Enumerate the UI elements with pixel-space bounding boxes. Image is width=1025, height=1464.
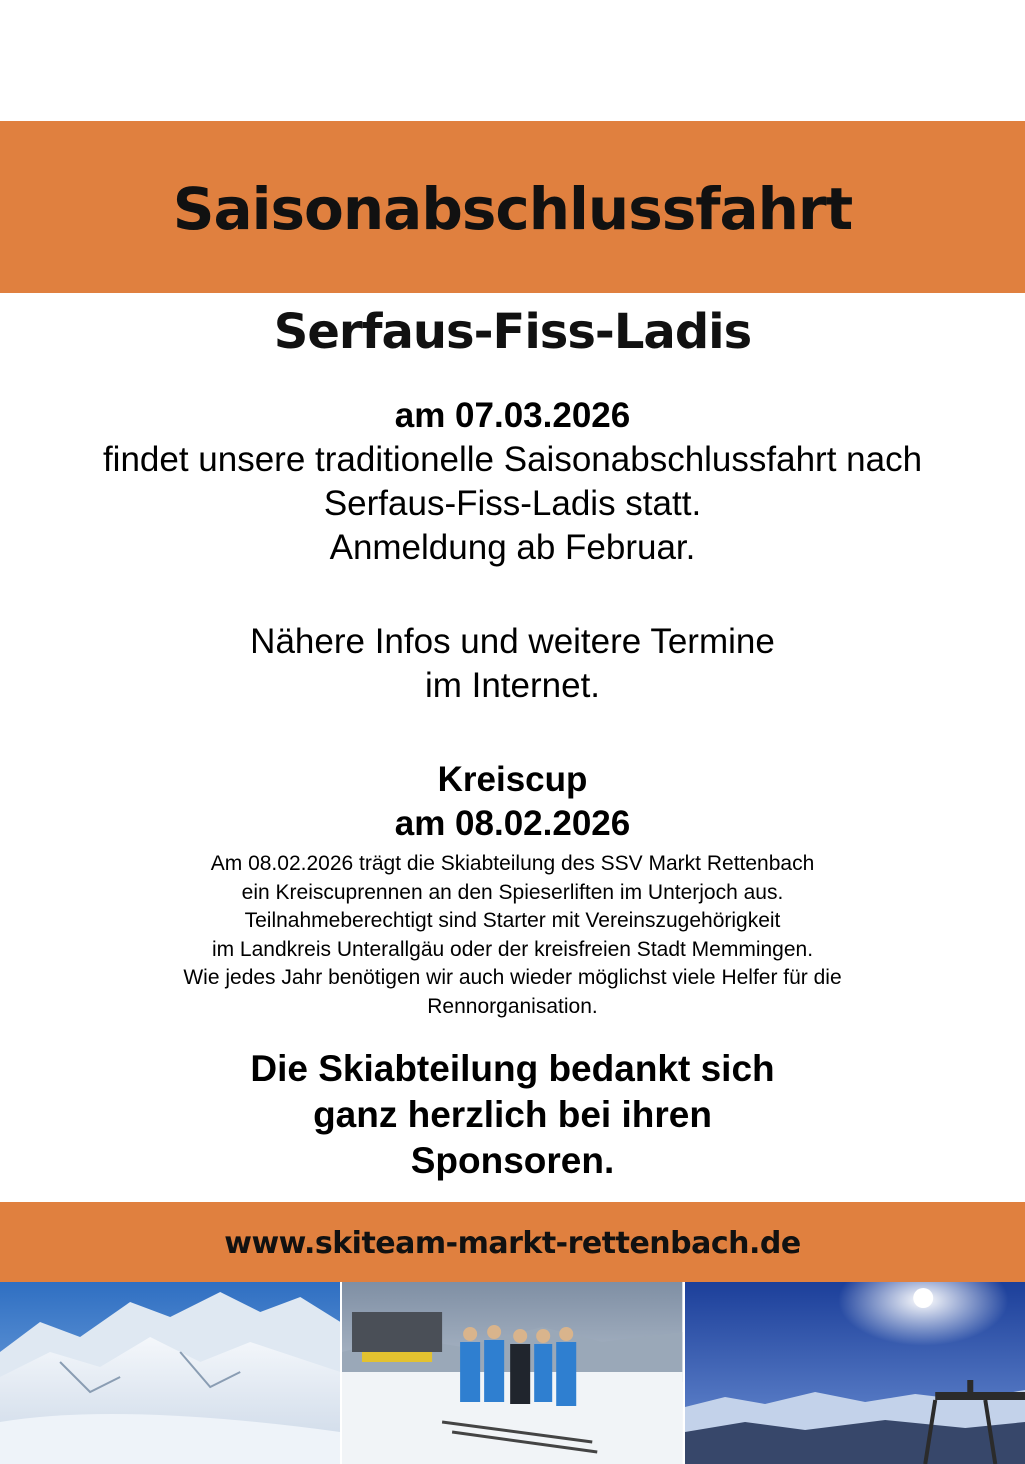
kreiscup-line: Teilnahmeberechtigt sind Starter mit Vereinszugehörigkeit xyxy=(244,909,781,932)
trip-date: am 07.03.2026 xyxy=(394,396,631,435)
kreiscup-block xyxy=(0,758,1025,1021)
website-link[interactable]: www.skiteam-markt-rettenbach.de xyxy=(224,1225,801,1261)
info-block xyxy=(0,620,1025,708)
destination-title: Serfaus-Fiss-Ladis xyxy=(273,304,752,360)
trip-announcement xyxy=(0,394,1025,570)
trip-line: Anmeldung ab Februar. xyxy=(329,528,696,567)
header-band xyxy=(0,121,1025,293)
page-title: Saisonabschlussfahrt xyxy=(172,175,853,243)
thanks-block xyxy=(0,1046,1025,1184)
info-line: Nähere Infos und weitere Termine xyxy=(250,622,775,661)
mountain-photo xyxy=(0,1282,340,1464)
kreiscup-line: Am 08.02.2026 trägt die Skiabteilung des SSV Markt Rettenbach xyxy=(210,852,815,875)
kreiscup-line: Wie jedes Jahr benötigen wir auch wieder möglichst viele Helfer für die xyxy=(183,966,842,989)
trip-line: Serfaus-Fiss-Ladis statt. xyxy=(323,484,702,523)
kreiscup-date: am 08.02.2026 xyxy=(394,804,631,843)
kreiscup-title: Kreiscup xyxy=(437,760,588,799)
trip-line: findet unsere traditionelle Saisonabschlussfahrt nach xyxy=(102,440,923,479)
skiers-photo xyxy=(342,1282,682,1464)
photo-strip xyxy=(0,1282,1025,1464)
thanks-line: Die Skiabteilung bedankt sich xyxy=(250,1048,775,1089)
kreiscup-text xyxy=(0,850,1025,1021)
info-line: im Internet. xyxy=(424,666,601,705)
thanks-line: ganz herzlich bei ihren xyxy=(313,1094,712,1135)
footer-band xyxy=(0,1202,1025,1282)
thanks-line: Sponsoren. xyxy=(410,1140,615,1181)
kreiscup-line: Rennorganisation. xyxy=(427,994,598,1018)
panorama-photo xyxy=(685,1282,1025,1464)
kreiscup-line: ein Kreiscuprennen an den Spieserliften im Unterjoch aus. xyxy=(241,880,784,904)
kreiscup-line: im Landkreis Unterallgäu oder der kreisfreien Stadt Memmingen. xyxy=(211,937,814,961)
